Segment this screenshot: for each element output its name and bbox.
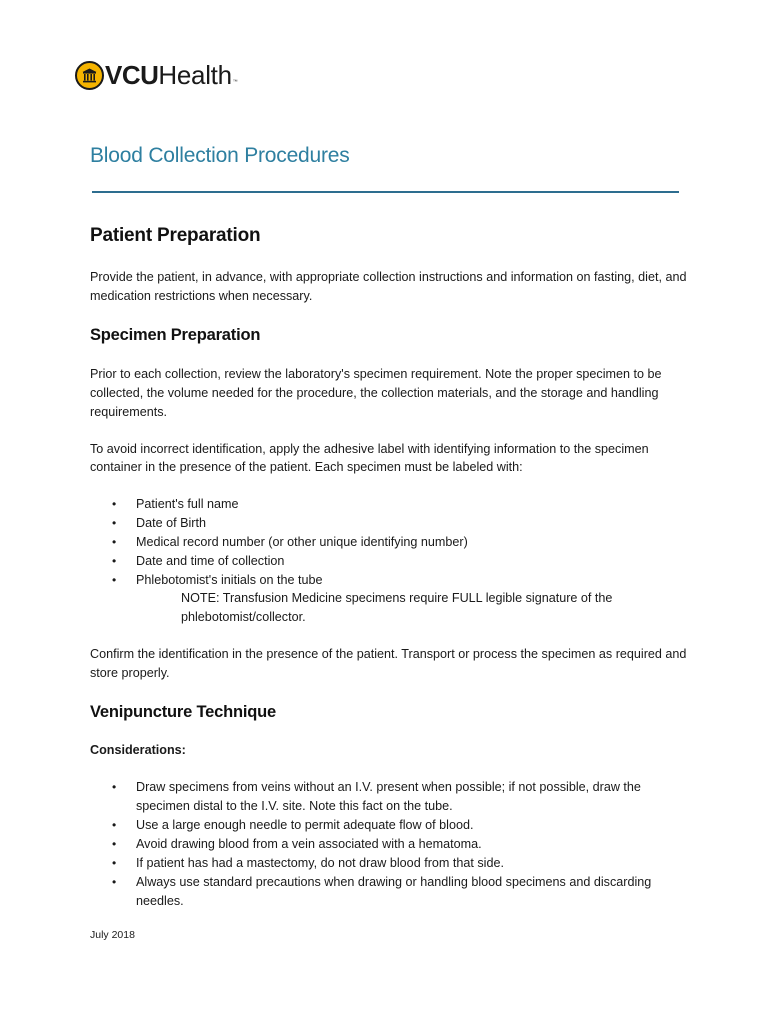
vcu-health-logo <box>75 58 238 92</box>
specimen-preparation-para3: Confirm the identification in the presence of the patient. Transport or process the specimen as required and store properly. <box>90 647 687 680</box>
list-item: • Draw specimens from veins without an I.V. present when possible; if not possible, draw the specimen distal to the I.V. site. Note this fact on the tube. <box>90 778 690 816</box>
title-divider <box>92 191 679 193</box>
document-body <box>90 225 690 911</box>
list-item: • Date and time of collection <box>90 552 690 571</box>
list-item: • Medical record number (or other unique identifying number) <box>90 533 690 552</box>
venipuncture-heading: Venipuncture Technique <box>90 702 276 721</box>
logo-trademark: ™ <box>232 79 238 85</box>
specimen-label-list <box>90 495 690 590</box>
specimen-preparation-para2: To avoid incorrect identification, apply the adhesive label with identifying information to the specimen container in the presence of the patient. Each specimen must be labeled with: <box>90 441 649 475</box>
patient-preparation-text: Provide the patient, in advance, with appropriate collection instructions and information on fasting, diet, and medication restrictions when necessary. <box>90 270 687 303</box>
list-item: • Date of Birth <box>90 514 690 533</box>
list-item: • Always use standard precautions when drawing or handling blood specimens and discarding needles. <box>90 873 690 911</box>
list-item: • Phlebotomist's initials on the tube <box>90 571 690 590</box>
list-item: • If patient has had a mastectomy, do not draw blood from that side. <box>90 854 690 873</box>
logo-brand-health: Health <box>158 60 232 90</box>
list-item: • Use a large enough needle to permit adequate flow of blood. <box>90 816 690 835</box>
considerations-list <box>90 778 690 910</box>
list-item: • Avoid drawing blood from a vein associated with a hematoma. <box>90 835 690 854</box>
page-title: Blood Collection Procedures <box>90 144 350 167</box>
specimen-preparation-heading: Specimen Preparation <box>90 326 261 345</box>
logo-brand-vcu: VCU <box>105 60 159 90</box>
specimen-preparation-para1: Prior to each collection, review the laboratory's specimen requirement. Note the proper specimen to be collected, the volume needed for the procedure, the collection materials, and the storage and handling requirements. <box>90 367 662 419</box>
transfusion-note: NOTE: Transfusion Medicine specimens require FULL legible signature of the phlebotomist/collector. <box>181 591 613 625</box>
patient-preparation-heading: Patient Preparation <box>90 225 261 246</box>
considerations-label: Considerations: <box>90 742 186 757</box>
list-item: • Patient's full name <box>90 495 690 514</box>
footer-date: July 2018 <box>90 929 135 941</box>
vcu-seal-icon <box>75 61 104 90</box>
